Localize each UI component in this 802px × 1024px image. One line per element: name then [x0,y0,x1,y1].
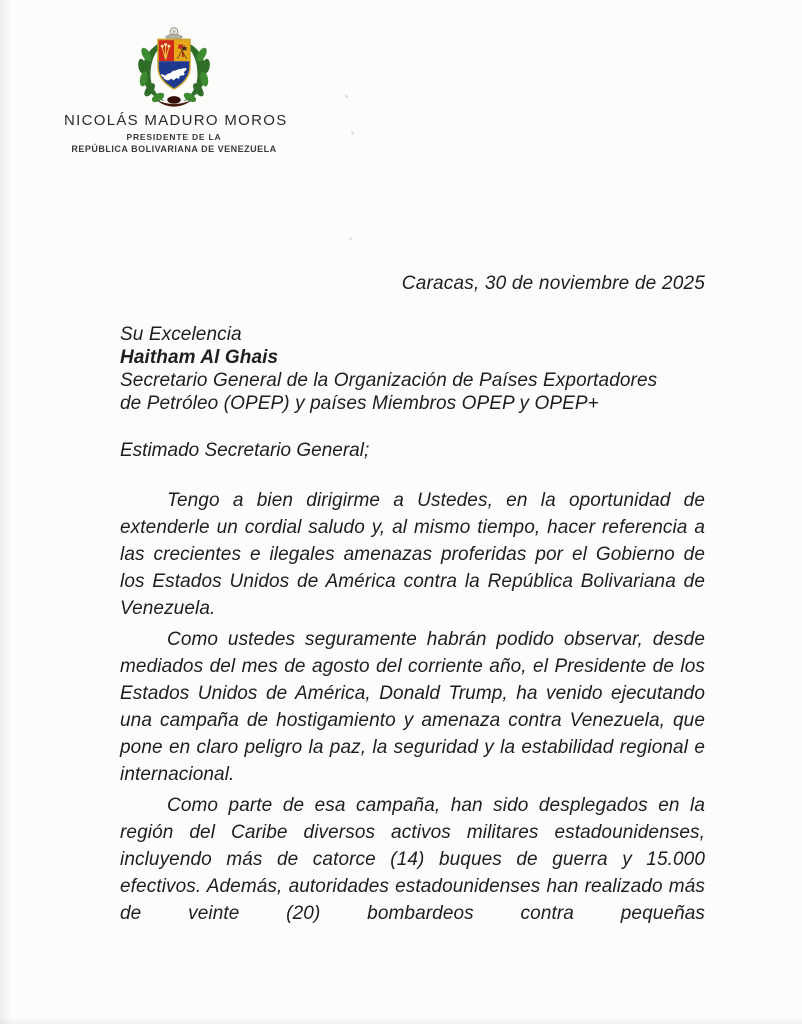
letter-paragraph-1: Tengo a bien dirigirme a Ustedes, en la oportunidad de extenderle un cordial saludo y, al mismo tiempo, hacer referencia a las crecientes e ilegales amenazas proferidas por el Gobierno de los Estados Unidos de América contra la República Bolivariana de Venezuela. [120,490,705,619]
letterhead-name: NICOLÁS MADURO MOROS [64,112,288,129]
dateline: Caracas, 30 de noviembre de 2025 [401,273,705,294]
scan-speck [345,95,348,98]
recipient-block [120,323,705,415]
recipient-title-line1: Secretario General de la Organización de Países Exportadores [120,370,658,391]
letter-paragraph-3: Como parte de esa campaña, han sido desplegados en la región del Caribe diversos activos militares estadounidenses, incluyendo más de catorce (14) buques de guerra y 15.000 efectivos. Además, autoridades estadounidenses han realizado más de veinte (20) bombardeos contra pequeñas [120,795,705,924]
recipient-salutation: Su Excelencia [120,324,242,345]
letterhead [64,26,288,154]
scan-speck [349,237,352,240]
scan-edge-shadow [0,0,12,1024]
letter-paragraph-2: Como ustedes seguramente habrán podido observar, desde mediados del mes de agosto del corriente año, el Presidente de los Estados Unidos de América, Donald Trump, ha venido ejecutando una campaña de hostigamiento y amenaza contra Venezuela, que pone en claro peligro la paz, la seguridad y la estabilidad regional e internacional. [120,629,705,785]
scan-speck [351,131,354,135]
scan-edge-shadow-bottom [0,1016,802,1024]
recipient-name: Haitham Al Ghais [120,347,279,368]
letter-content [120,270,705,931]
venezuela-coat-of-arms-icon [123,26,225,110]
recipient-title-line2: de Petróleo (OPEP) y países Miembros OPEP y OPEP+ [120,393,599,414]
letterhead-title-line2: REPÚBLICA BOLIVARIANA DE VENEZUELA [71,144,277,154]
greeting: Estimado Secretario General; [120,440,370,461]
letterhead-title-line1: PRESIDENTE DE LA [126,132,222,142]
